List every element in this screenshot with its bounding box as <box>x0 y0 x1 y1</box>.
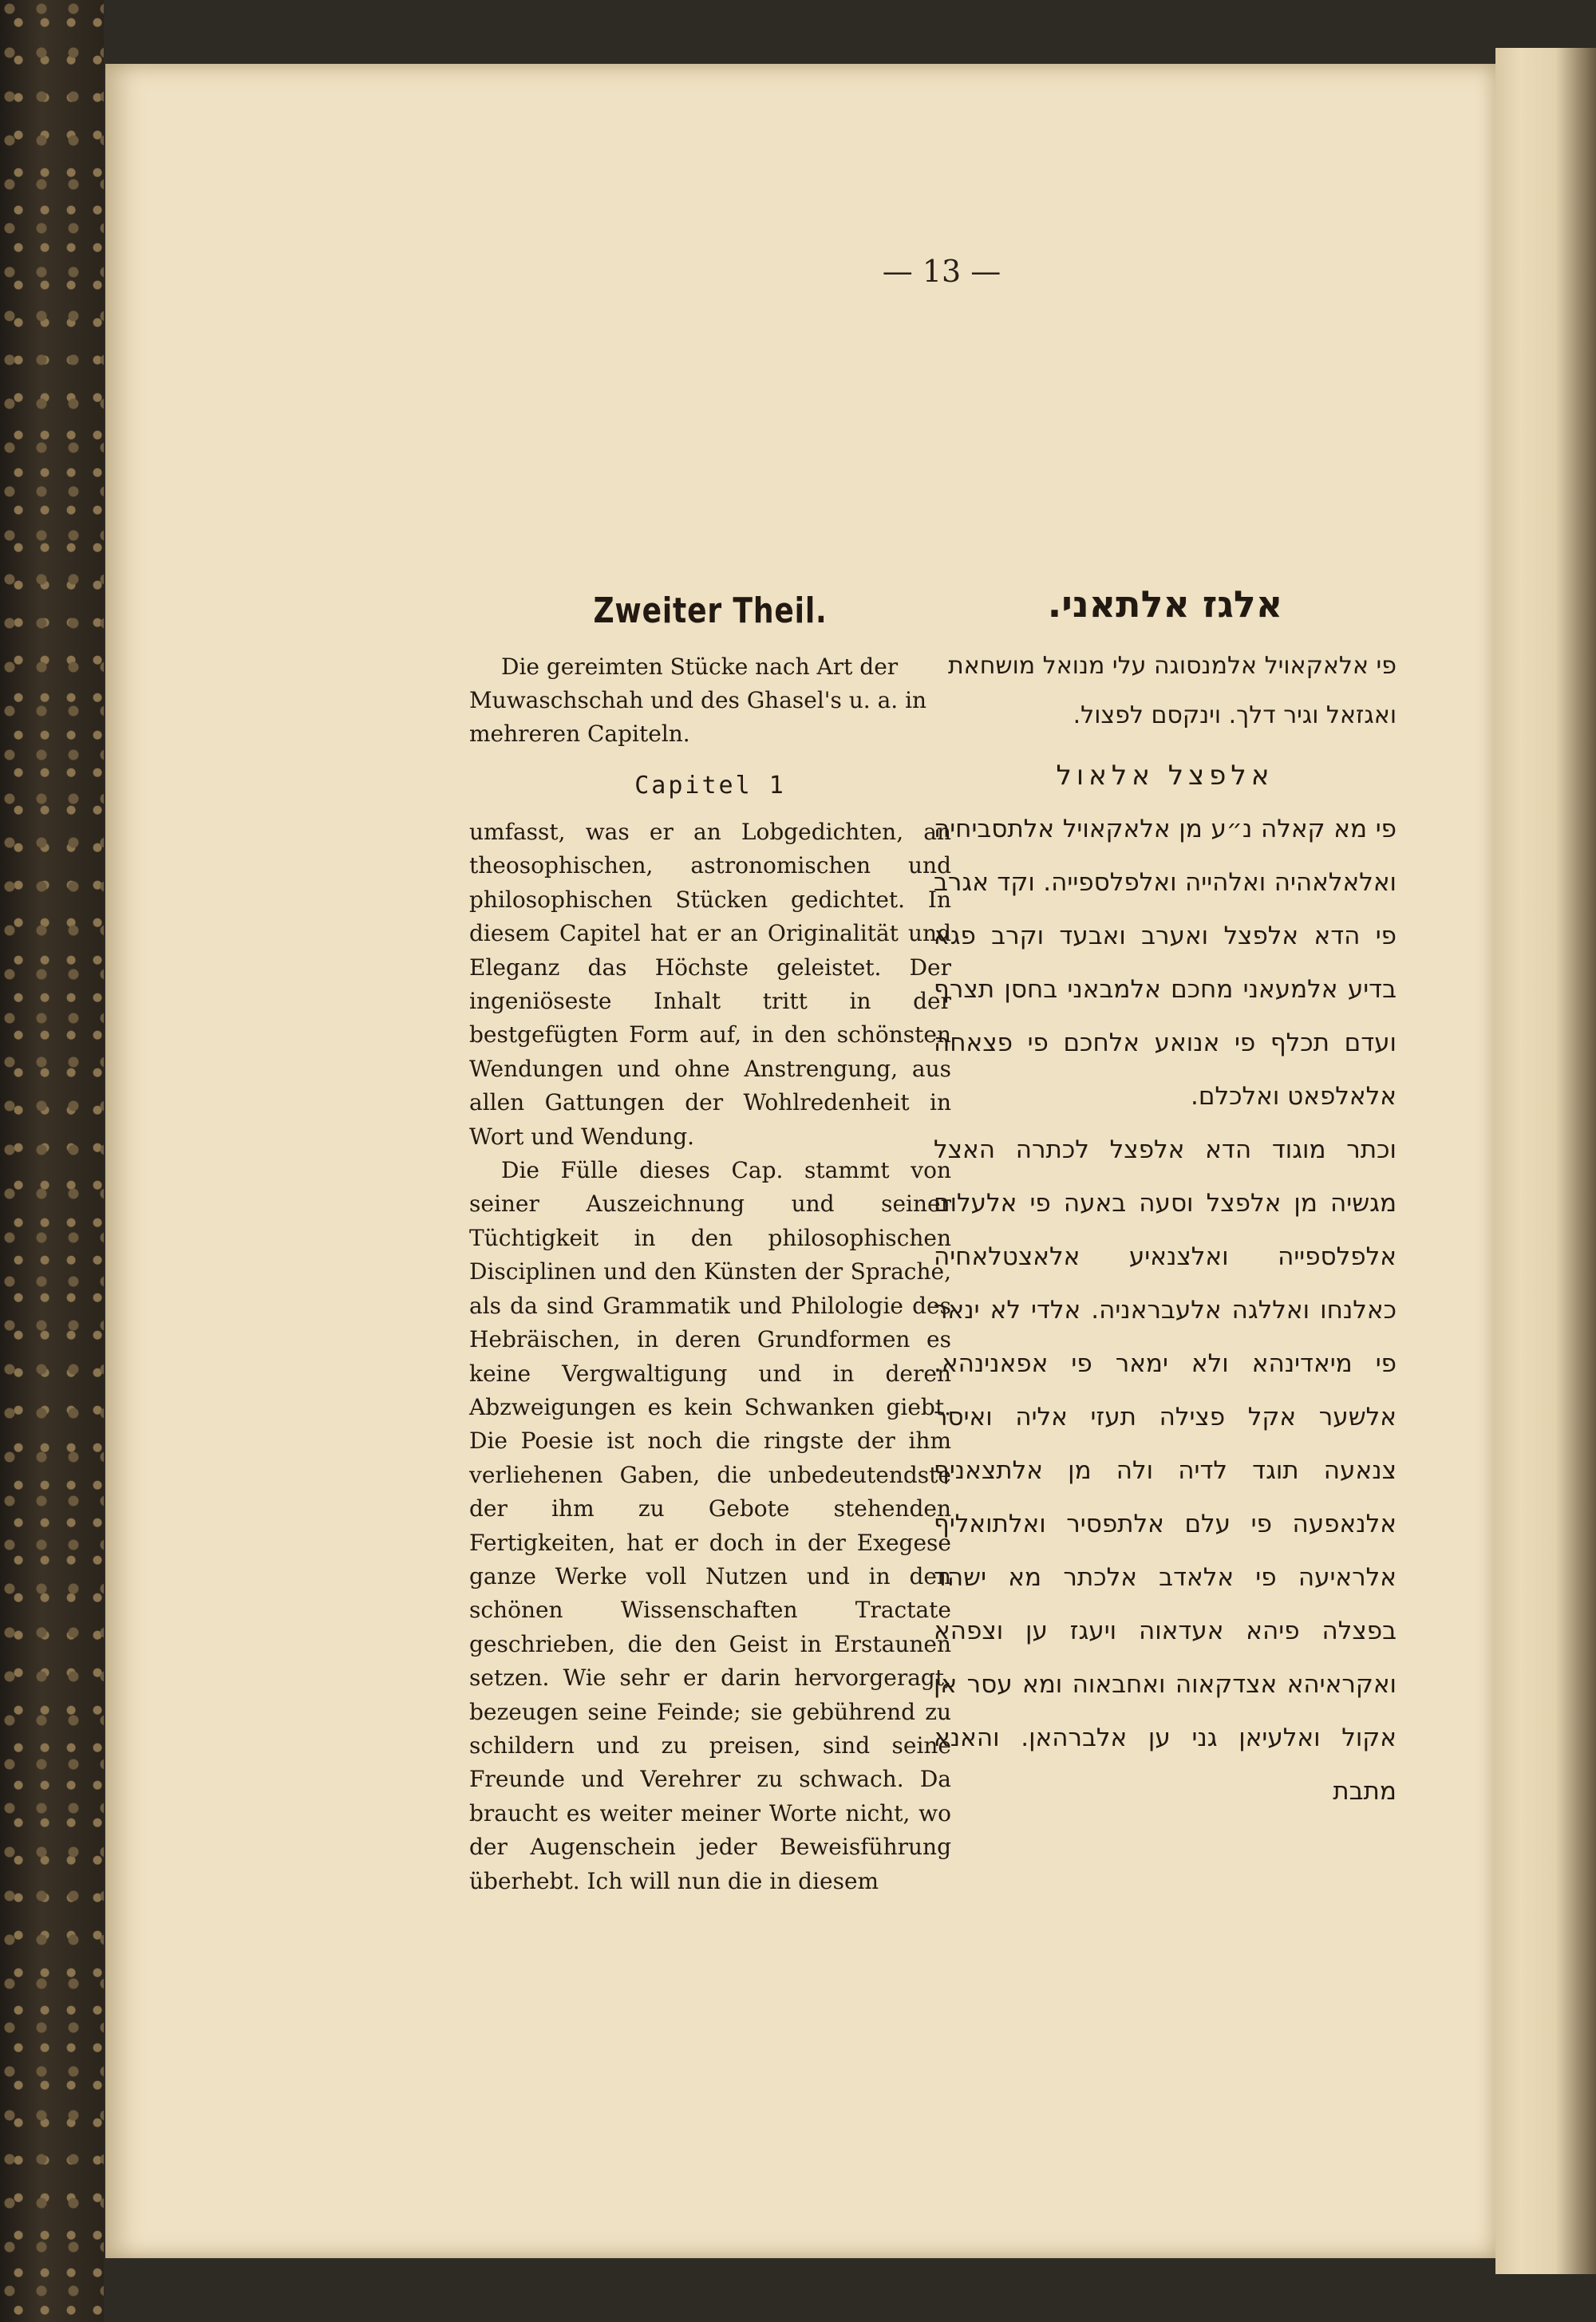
page-edge <box>1495 48 1596 2274</box>
page-number: — 13 — <box>882 254 1001 289</box>
hebrew-paragraph-2: וכתר מוגוד הדא אלפצל לכתרה האצל מגשיה מן אלפצל וסעה באעה פי אלעלום אלפלספייה ואלצנאיע אלאצטלאחיה כאלנחו ואללגה אלעבראניה. אלדי לא ינאר פי מיאדינהא ולא ימאר פי אפאנינהא. אלשער אקל פצילה תעזי אליה ואיסר צנאעה תוגד לדיה ולה מן אלתצאניף אלנאפעה פי עלם אלתפסיר ואלתואליף אלראיעה פי אלאדב אלכתר מא ישהד בפצלה פיהא אעדאוה ויעגז ען וצפהא ואקראיהא אצדקאוה ואחבאוה ומא עסר אן אקול ואלעיאן גני ען אלברהאן. והאנא מתבת <box>934 1135 1396 1806</box>
book-binding <box>0 0 104 2322</box>
hebrew-chapter-title: אלפצל אלאול <box>1056 760 1274 792</box>
german-paragraph-1: umfasst, was er an Lobgedichten, an theosophischen, astronomischen und philosophischen Stücken gedichtet. In diesem Capitel hat er an Originalität und Eleganz das Höchste geleistet. Der ingeniöseste Inhalt tritt in der bestgefügten Form auf, in den schönsten Wendungen und ohne Anstrengung, aus allen Gattungen der Wohlredenheit in Wort und Wendung. <box>469 819 951 1150</box>
hebrew-section-heading: אלגז אלתאני. <box>1047 582 1283 626</box>
german-section-heading: Zweiter Theil. <box>593 590 828 631</box>
german-intro: Die gereimten Stücke nach Art der Muwaschschah und des Ghasel's u. a. in mehreren Capiteln. <box>469 654 927 747</box>
german-paragraph-2: Die Fülle dieses Cap. stammt von seiner Auszeichnung und seiner Tüchtigkeit in den philosophischen Disciplinen und den Künsten der Sprache, als da sind Grammatik und Philologie des Hebräischen, in deren Grundformen es keine Vergwaltigung und in deren Abzweigungen es kein Schwanken giebt. Die Poesie ist noch die ringste der ihm verliehenen Gaben, die unbedeutendste der ihm zu Gebote stehenden Fertigkeiten, hat er doch in der Exegese ganze Werke voll Nutzen und in den schönen Wissenschaften Tractate geschrieben, die den Geist in Erstaunen setzen. Wie sehr er darin hervorgeragt, bezeugen seine Feinde; sie gebührend zu schildern und zu preisen, sind seine Freunde und Verehrer zu schwach. Da braucht es weiter meiner Worte nicht, wo der Augenschein jeder Beweisführung überhebt. Ich will nun die in diesem <box>469 1157 951 1894</box>
hebrew-paragraph-1: פי מא קאלה נ״ע מן אלאקאויל אלתסביחיה ואלאלאהיה ואלהייה ואלפלספייה. וקד אגרב פי הדא אלפצל ואערב ואבעד וקרב פגא בדיע אלמעאני מחכם אלמבאני בחסן תצרף ועדם תכלף פי אנואע אלחכם פי פצאחה אלאלפאט ואלכלם. <box>934 815 1396 1111</box>
hebrew-column <box>934 582 1396 1819</box>
hebrew-intro: פי אלאקאויל אלמנסוגה עלי מנואל מושחאת ואגזאל וגיר דלך. וינקסם לפצול. <box>947 652 1396 729</box>
german-chapter-title: Capitel 1 <box>634 772 786 800</box>
german-column <box>469 590 951 1898</box>
